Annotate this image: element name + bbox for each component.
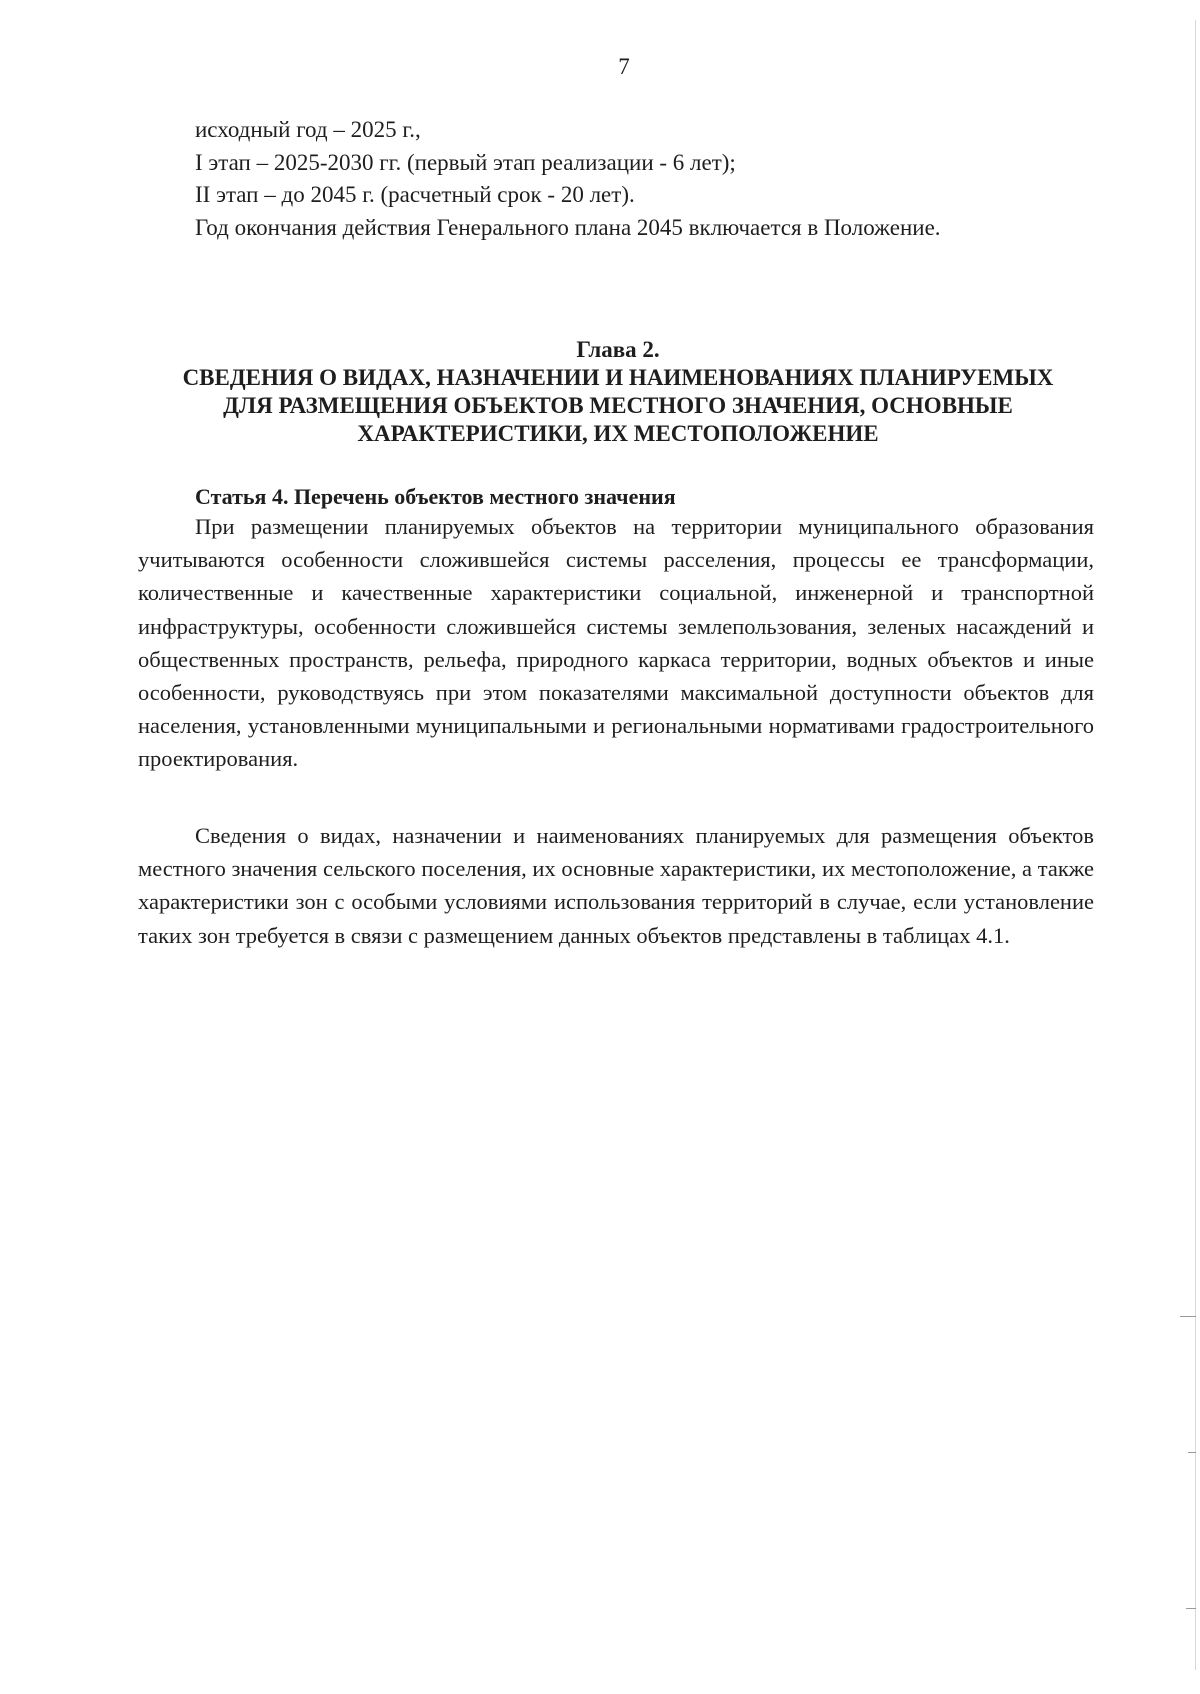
article-heading: Статья 4. Перечень объектов местного значения (195, 484, 676, 509)
chapter-subtitle-line: ХАРАКТЕРИСТИКИ, ИХ МЕСТОПОЛОЖЕНИЕ (357, 421, 879, 446)
article-paragraph: При размещении планируемых объектов на территории муниципального образования учитываются особенности сложившейся системы расселения, процессы ее трансформации, количественные и качественные характеристики социальной, инженерной и транспортной инфраструктуры, особенности сложившейся системы землепользования, зеленых насаждений и общественных пространств, рельефа, природного каркаса территории, водных объектов и иные особенности, руководствуясь при этом показателями максимальной доступности объектов для населения, установленными муниципальными и региональными нормативами градостроительного проектирования. (138, 514, 1094, 772)
chapter-subtitle-line: ДЛЯ РАЗМЕЩЕНИЯ ОБЪЕКТОВ МЕСТНОГО ЗНАЧЕНИЯ, ОСНОВНЫЕ (223, 393, 1013, 418)
scan-edge-line (1195, 20, 1196, 1670)
chapter-heading (138, 336, 1098, 448)
intro-line-end-year: Год окончания действия Генерального плана 2045 включается в Положение. (195, 214, 941, 240)
chapter-subtitle-line: СВЕДЕНИЯ О ВИДАХ, НАЗНАЧЕНИИ И НАИМЕНОВАНИЯХ ПЛАНИРУЕМЫХ (182, 365, 1054, 390)
planning-periods (195, 114, 941, 244)
scan-edge-mark (1180, 1316, 1196, 1317)
intro-line-stage-1: I этап – 2025-2030 гг. (первый этап реализации - 6 лет); (195, 149, 736, 175)
intro-line-stage-2: II этап – до 2045 г. (расчетный срок - 20 лет). (195, 182, 635, 207)
page-number: 7 (618, 54, 630, 79)
intro-line-base-year: исходный год – 2025 г., (195, 117, 421, 142)
chapter-title: Глава 2. (576, 337, 660, 362)
scan-edge-mark (1186, 1608, 1196, 1609)
scan-edge-mark (1188, 1452, 1196, 1453)
article-paragraph: Сведения о видах, назначении и наименованиях планируемых для размещения объектов местного значения сельского поселения, их основные характеристики, их местоположение, а также характеристики зон с особыми условиями использования территорий в случае, если установление таких зон требуется в связи с размещением данных объектов представлены в таблицах 4.1. (138, 823, 1094, 948)
